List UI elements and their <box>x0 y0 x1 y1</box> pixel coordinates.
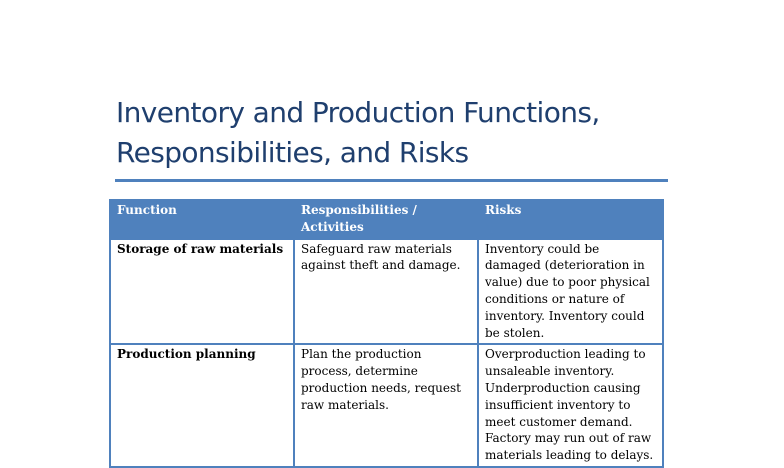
column-header-function: Function <box>110 200 294 239</box>
column-header-responsibilities: Responsibilities / Activities <box>294 200 478 239</box>
table-header-row <box>110 200 663 239</box>
table-row <box>110 344 663 467</box>
function-cell: Storage of raw materials <box>110 239 294 345</box>
function-cell: Production planning <box>110 344 294 467</box>
risks-cell: Overproduction leading to unsaleable inventory. Underproduction causing insufficient inventory to meet customer demand. Factory may run out of raw materials leading to delays. <box>478 344 663 467</box>
responsibilities-cell: Safeguard raw materials against theft and damage. <box>294 239 478 345</box>
functions-table <box>109 199 664 468</box>
page-title-line-2: Responsibilities, and Risks <box>116 136 469 169</box>
table-row <box>110 239 663 345</box>
responsibilities-cell: Plan the production process, determine production needs, request raw materials. <box>294 344 478 467</box>
page-title-line-1: Inventory and Production Functions, <box>116 96 600 129</box>
title-underline <box>115 179 668 182</box>
risks-cell: Inventory could be damaged (deterioration in value) due to poor physical conditions or nature of inventory. Inventory could be stolen. <box>478 239 663 345</box>
page-title <box>116 93 676 173</box>
column-header-risks: Risks <box>478 200 663 239</box>
